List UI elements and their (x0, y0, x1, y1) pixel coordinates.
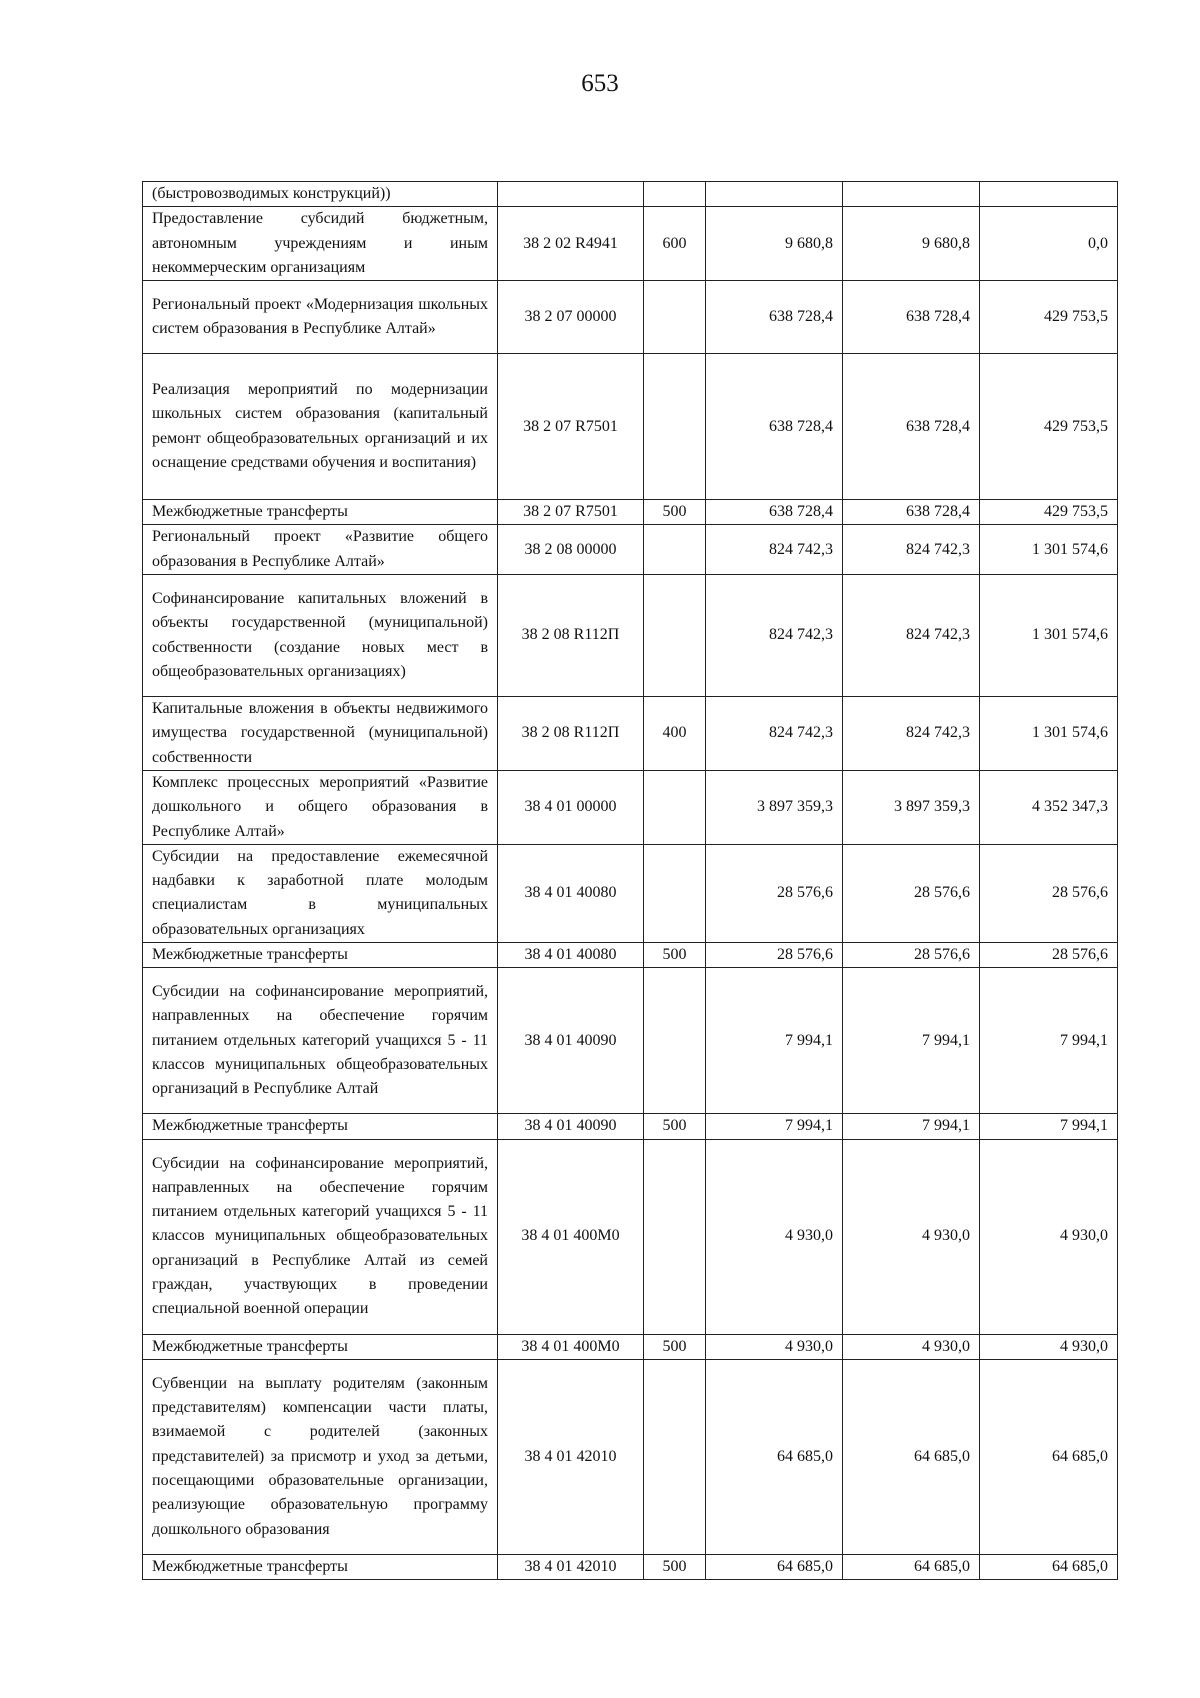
table-row (143, 182, 1118, 207)
row-amount-year-3: 429 753,5 (980, 354, 1118, 500)
row-expense-type (644, 844, 706, 942)
row-amount-year-2: 7 994,1 (843, 1114, 980, 1139)
row-amount-year-2: 7 994,1 (843, 968, 980, 1114)
table-row (143, 500, 1118, 525)
budget-table (142, 181, 1118, 1580)
row-amount-year-1: 4 930,0 (706, 1139, 843, 1334)
row-expense-type: 500 (644, 1114, 706, 1139)
table-row (143, 354, 1118, 500)
row-amount-year-2 (843, 182, 980, 207)
row-name: Межбюджетные трансферты (143, 500, 498, 525)
table-row (143, 1359, 1118, 1554)
row-expense-type: 500 (644, 943, 706, 968)
row-amount-year-1: 638 728,4 (706, 281, 843, 354)
table-row (143, 968, 1118, 1114)
row-amount-year-3: 7 994,1 (980, 1114, 1118, 1139)
row-code: 38 2 07 00000 (498, 281, 644, 354)
row-amount-year-2: 4 930,0 (843, 1334, 980, 1359)
row-code: 38 4 01 42010 (498, 1359, 644, 1554)
row-amount-year-3: 1 301 574,6 (980, 697, 1118, 771)
row-amount-year-1: 64 685,0 (706, 1554, 843, 1579)
row-amount-year-1: 4 930,0 (706, 1334, 843, 1359)
row-name: Софинансирование капитальных вложений в объекты государственной (муниципальной) собственности (создание новых мест в общеобразовательных организациях) (143, 575, 498, 697)
row-amount-year-1: 9 680,8 (706, 207, 843, 281)
budget-table-body (143, 182, 1118, 1580)
table-row (143, 770, 1118, 844)
row-name: Межбюджетные трансферты (143, 1554, 498, 1579)
row-expense-type: 500 (644, 1334, 706, 1359)
row-name: Межбюджетные трансферты (143, 1114, 498, 1139)
row-amount-year-1 (706, 182, 843, 207)
row-name: Субсидии на софинансирование мероприятий, направленных на обеспечение горячим питанием отдельных категорий учащихся 5 - 11 классов муниципальных общеобразовательных организаций в Республике Алтай (143, 968, 498, 1114)
row-amount-year-2: 824 742,3 (843, 525, 980, 575)
row-expense-type: 600 (644, 207, 706, 281)
row-code: 38 4 01 00000 (498, 770, 644, 844)
row-expense-type: 400 (644, 697, 706, 771)
row-name: Капитальные вложения в объекты недвижимого имущества государственной (муниципальной) собственности (143, 697, 498, 771)
row-amount-year-3: 7 994,1 (980, 968, 1118, 1114)
row-amount-year-3: 429 753,5 (980, 500, 1118, 525)
row-expense-type (644, 1359, 706, 1554)
table-row (143, 575, 1118, 697)
row-amount-year-1: 64 685,0 (706, 1359, 843, 1554)
row-code: 38 2 07 R7501 (498, 500, 644, 525)
row-expense-type (644, 770, 706, 844)
row-amount-year-3: 0,0 (980, 207, 1118, 281)
row-amount-year-2: 9 680,8 (843, 207, 980, 281)
row-expense-type: 500 (644, 1554, 706, 1579)
row-amount-year-1: 28 576,6 (706, 943, 843, 968)
row-expense-type (644, 354, 706, 500)
row-amount-year-1: 824 742,3 (706, 575, 843, 697)
row-amount-year-2: 64 685,0 (843, 1554, 980, 1579)
row-amount-year-3: 4 930,0 (980, 1139, 1118, 1334)
row-amount-year-2: 3 897 359,3 (843, 770, 980, 844)
row-code: 38 4 01 40090 (498, 1114, 644, 1139)
row-amount-year-1: 638 728,4 (706, 500, 843, 525)
row-code: 38 4 01 400М0 (498, 1139, 644, 1334)
row-code: 38 4 01 40080 (498, 943, 644, 968)
row-name: Субсидии на софинансирование мероприятий, направленных на обеспечение горячим питанием отдельных категорий учащихся 5 - 11 классов муниципальных общеобразовательных организаций в Республике Алтай из семей граждан, участвующих в проведении специальной военной операции (143, 1139, 498, 1334)
row-name: Межбюджетные трансферты (143, 943, 498, 968)
table-row (143, 525, 1118, 575)
table-row (143, 697, 1118, 771)
row-amount-year-3 (980, 182, 1118, 207)
row-expense-type (644, 525, 706, 575)
table-row (143, 943, 1118, 968)
row-amount-year-2: 4 930,0 (843, 1139, 980, 1334)
row-amount-year-3: 28 576,6 (980, 844, 1118, 942)
row-amount-year-2: 638 728,4 (843, 281, 980, 354)
row-expense-type (644, 968, 706, 1114)
row-amount-year-1: 3 897 359,3 (706, 770, 843, 844)
row-amount-year-2: 28 576,6 (843, 844, 980, 942)
table-row (143, 1139, 1118, 1334)
row-name: Межбюджетные трансферты (143, 1334, 498, 1359)
row-code: 38 4 01 42010 (498, 1554, 644, 1579)
row-amount-year-2: 638 728,4 (843, 354, 980, 500)
row-name: (быстровозводимых конструкций)) (143, 182, 498, 207)
row-amount-year-3: 4 352 347,3 (980, 770, 1118, 844)
row-amount-year-3: 64 685,0 (980, 1359, 1118, 1554)
row-amount-year-3: 64 685,0 (980, 1554, 1118, 1579)
row-code: 38 2 08 R112П (498, 697, 644, 771)
row-amount-year-2: 824 742,3 (843, 575, 980, 697)
row-expense-type: 500 (644, 500, 706, 525)
page-number: 653 (581, 70, 619, 97)
row-amount-year-3: 1 301 574,6 (980, 525, 1118, 575)
table-row (143, 207, 1118, 281)
row-name: Региональный проект «Развитие общего образования в Республике Алтай» (143, 525, 498, 575)
row-amount-year-3: 429 753,5 (980, 281, 1118, 354)
row-amount-year-1: 7 994,1 (706, 1114, 843, 1139)
row-code: 38 2 08 R112П (498, 575, 644, 697)
row-amount-year-3: 4 930,0 (980, 1334, 1118, 1359)
row-expense-type (644, 575, 706, 697)
row-amount-year-1: 824 742,3 (706, 697, 843, 771)
row-code: 38 2 07 R7501 (498, 354, 644, 500)
table-row (143, 844, 1118, 942)
row-expense-type (644, 1139, 706, 1334)
table-row (143, 1554, 1118, 1579)
row-code: 38 4 01 400М0 (498, 1334, 644, 1359)
row-name: Субвенции на выплату родителям (законным представителям) компенсации части платы, взимаемой с родителей (законных представителей) за присмотр и уход за детьми, посещающими образовательные организации, реализующие образовательную программу дошкольного образования (143, 1359, 498, 1554)
table-row (143, 1334, 1118, 1359)
row-amount-year-1: 7 994,1 (706, 968, 843, 1114)
row-code: 38 4 01 40090 (498, 968, 644, 1114)
row-name: Комплекс процессных мероприятий «Развитие дошкольного и общего образования в Республике Алтай» (143, 770, 498, 844)
row-name: Предоставление субсидий бюджетным, автономным учреждениям и иным некоммерческим организациям (143, 207, 498, 281)
row-name: Субсидии на предоставление ежемесячной надбавки к заработной плате молодым специалистам в муниципальных образовательных организациях (143, 844, 498, 942)
row-code: 38 2 02 R4941 (498, 207, 644, 281)
row-amount-year-1: 638 728,4 (706, 354, 843, 500)
row-name: Реализация мероприятий по модернизации школьных систем образования (капитальный ремонт общеобразовательных организаций и их оснащение средствами обучения и воспитания) (143, 354, 498, 500)
row-code: 38 4 01 40080 (498, 844, 644, 942)
row-code (498, 182, 644, 207)
row-amount-year-2: 638 728,4 (843, 500, 980, 525)
row-amount-year-2: 64 685,0 (843, 1359, 980, 1554)
table-row (143, 1114, 1118, 1139)
row-amount-year-1: 28 576,6 (706, 844, 843, 942)
row-amount-year-2: 28 576,6 (843, 943, 980, 968)
row-amount-year-2: 824 742,3 (843, 697, 980, 771)
table-row (143, 281, 1118, 354)
row-code: 38 2 08 00000 (498, 525, 644, 575)
row-amount-year-1: 824 742,3 (706, 525, 843, 575)
row-amount-year-3: 28 576,6 (980, 943, 1118, 968)
row-amount-year-3: 1 301 574,6 (980, 575, 1118, 697)
row-expense-type (644, 182, 706, 207)
row-name: Региональный проект «Модернизация школьных систем образования в Республике Алтай» (143, 281, 498, 354)
row-expense-type (644, 281, 706, 354)
